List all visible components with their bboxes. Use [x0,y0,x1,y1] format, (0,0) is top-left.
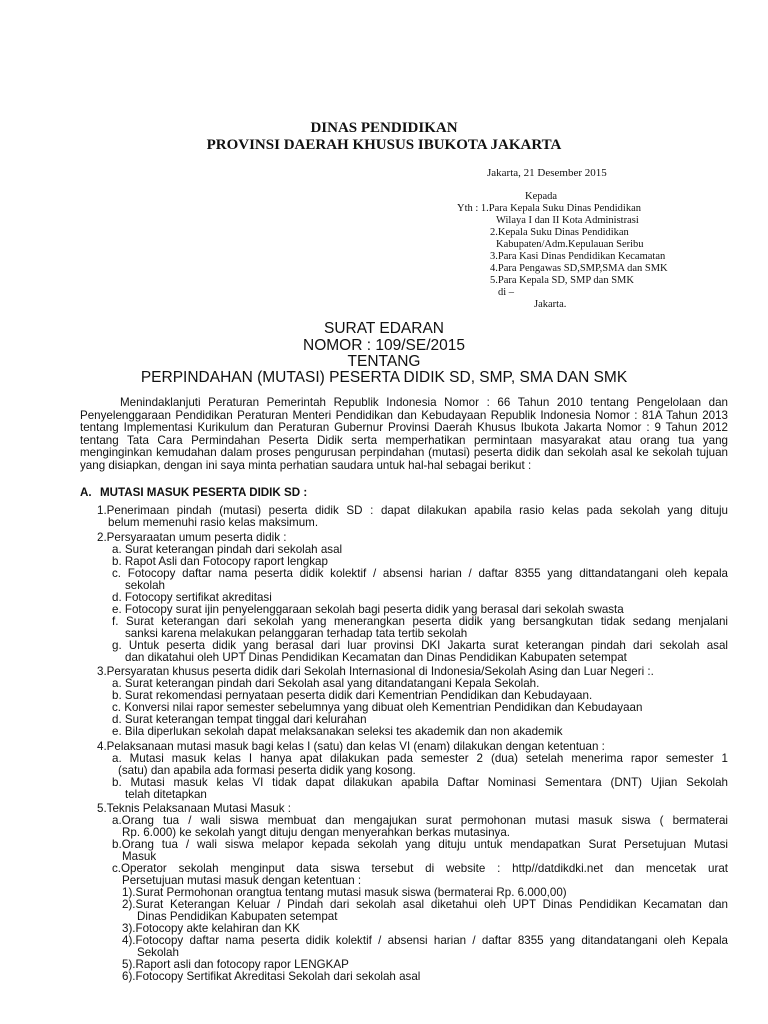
addressee-line: Wilaya I dan II Kota Administrasi [496,215,639,226]
item-2-line: sekolah [125,579,165,592]
item-4-line: b. Mutasi masuk kelas VI tidak dapat dilakukan apabila Daftar Nominasi Sementara (DNT) Ujian Sekolah [112,776,728,789]
item-2-line: dan dikatahui oleh UPT Dinas Pendidikan Kecamatan dan Dinas Pendidikan Kabupaten setempat [125,651,627,664]
letter-date: Jakarta, 21 Desember 2015 [487,167,607,179]
item-2-line: a. Surat keterangan pindah dari sekolah asal [112,543,343,556]
item-5-line: 5).Raport asli dan fotocopy rapor LENGKAP [122,958,349,971]
doc-tentang: TENTANG [347,353,421,370]
addressee-line: 5.Para Kepala SD, SMP dan SMK [490,275,634,286]
item-2-line: c. Fotocopy daftar nama peserta didik kolektif / absensi harian / daftar 8355 yang dittandatangani oleh kepala [112,567,728,580]
item-2-line: e. Fotocopy surat ijin penyelenggaraan sekolah bagi peserta didik yang berasal dari sekolah swasta [112,603,624,616]
addressee-kepada: Kepada [525,191,558,202]
item-2-line: b. Rapot Asli dan Fotocopy raport lengkap [112,555,328,568]
addressee-line: Yth : 1.Para Kepala Suku Dinas Pendidikan [457,203,642,214]
item-2-line: sanksi karena melakukan pelanggaran terhadap tata tertib sekolah [125,627,468,640]
addressee-line: 4.Para Pengawas SD,SMP,SMA dan SMK [490,263,668,274]
item-4-line: telah ditetapkan [125,788,207,801]
item-5-line: Dinas Pendidikan Kabupaten setempat [137,910,338,923]
addressee-line: Jakarta. [534,299,567,310]
item-5-line: 3).Fotocopy akte kelahiran dan KK [122,922,300,935]
item-5-line: c.Operator sekolah menginput data siswa tersebut di website : http//datdikdki.net dan mencetak urat [112,862,728,875]
item-5-line: 2).Surat Keterangan Keluar / Pindah dari sekolah asal diketahui oleh UPT Dinas Pendidikan Kecamatan dan [122,898,728,911]
item-5-line: Persetujuan mutasi masuk dengan ketentuan : [122,874,362,887]
doc-type-title: SURAT EDARAN [323,320,444,337]
section-a-title: MUTASI MASUK PESERTA DIDIK SD : [100,486,308,499]
item-5-line: a.Orang tua / wali siswa membuat dan mengajukan surat permohonan mutasi masuk siswa ( bermaterai [112,814,728,827]
item-4-heading: 4.Pelaksanaan mutasi masuk bagi kelas I (satu) dan kelas VI (enam) dilakukan dengan ketentuan : [97,740,605,753]
item-1-line: 1.Penerimaan pindah (mutasi) peserta didik SD : dapat dilakukan apabila rasio kelas pada sekolah yang dituju [97,504,728,517]
addressee-line: Kabupaten/Adm.Kepulauan Seribu [496,239,644,250]
doc-number: NOMOR : 109/SE/2015 [303,337,465,354]
item-2-line: g. Untuk peserta didik yang berasal dari luar provinsi DKI Jakarta surat keterangan pindah dari sekolah asal [112,639,728,652]
item-5-heading: 5.Teknis Pelaksanaan Mutasi Masuk : [97,802,291,815]
addressee-line: 3.Para Kasi Dinas Pendidikan Kecamatan [490,251,666,262]
addressee-line: 2.Kepala Suku Dinas Pendidikan [490,227,629,238]
item-5-line: Sekolah [137,946,179,959]
item-5-line: Rp. 6.000) ke sekolah yangt dituju dengan menyerahkan berkas mutasinya. [122,826,510,839]
item-3-line: a. Surat keterangan pindah dari Sekolah asal yang ditandatangani Kepala Sekolah. [112,677,540,690]
item-5-line: 4).Fotocopy daftar nama peserta didik kolektif / absensi harian / daftar 8355 yang ditandatangani oleh Kepala [122,934,728,947]
item-5-line: 1).Surat Permohonan orangtua tentang mutasi masuk siswa (bermaterai Rp. 6.000,00) [122,886,567,899]
item-1-line: belum memenuhi rasio kelas maksimum. [108,516,319,529]
item-3-line: d. Surat keterangan tempat tinggal dari kelurahan [112,713,367,726]
item-3-line: c. Konversi nilai rapor semester sebelumnya yang dibuat oleh Kementrian Pendidikan dan Kebudayaan [112,701,643,714]
item-2-line: d. Fotocopy sertifikat akreditasi [112,591,272,604]
province-name: PROVINSI DAERAH KHUSUS IBUKOTA JAKARTA [206,137,562,153]
item-2-line: f. Surat keterangan dari sekolah yang menerangkan peserta didik yang bersangkutan tidak sedang menjalani [112,615,728,628]
addressee-line: di – [498,287,515,298]
section-a-letter: A. [80,486,92,499]
item-4-line: a. Mutasi masuk kelas I hanya apat dilakukan pada semester 2 (dua) setelah menerima rapor semester 1 [112,752,728,765]
agency-name: DINAS PENDIDIKAN [310,120,458,136]
item-3-line: b. Surat rekomendasi pernyataan peserta didik dari Kementrian Pendidikan dan Kebudayaan. [112,689,593,702]
item-5-line: 6).Fotocopy Sertifikat Akreditasi Sekolah dari sekolah asal [122,970,421,983]
item-5-line: b.Orang tua / wali siswa melapor kepada sekolah yang dituju untuk mendapatkan Surat Persetujuan Mutasi [112,838,728,851]
item-3-line: e. Bila diperlukan sekolah dapat melaksanakan seleksi tes akademik dan non akademik [112,725,563,738]
item-2-heading: 2.Persyaraatan umum peserta didik : [97,531,287,544]
item-5-line: Masuk [122,850,157,863]
item-3-heading: 3.Persyaratan khusus peserta didik dari Sekolah Internasional di Indonesia/Sekolah Asing dan Luar Negeri :. [97,665,654,678]
item-4-line: (satu) dan apabila ada formasi peserta didik yang kosong. [118,764,416,777]
intro-paragraph: Menindaklanjuti Peraturan Pemerintah Republik Indonesia Nomor : 66 Tahun 2010 tentang Pengelolaan dan Penyelenggaraan Pendidikan Peraturan Menteri Pendidikan dan Kebudayaan Republik Indonesia Nomor : 81A Tahun 2013 tentang Implementasi Kurikulum dan Peraturan Gubernur Provinsi Daerah Khusus Ibukota Jakarta Nomor : 9 Tahun 2012 tentang Tata Cara Permindahan Peserta Didik serta memperhatikan permintaan masyarakat atau orang tua yang menginginkan kemudahan dalam proses pengurusan perpindahan (mutasi) peserta didik dan sekolah asal ke sekolah tujuan yang disiapkan, dengan ini saya minta perhatian saudara untuk hal-hal sebagai berikut : [80,396,728,472]
doc-subject: PERPINDAHAN (MUTASI) PESERTA DIDIK SD, SMP, SMA DAN SMK [140,369,628,386]
